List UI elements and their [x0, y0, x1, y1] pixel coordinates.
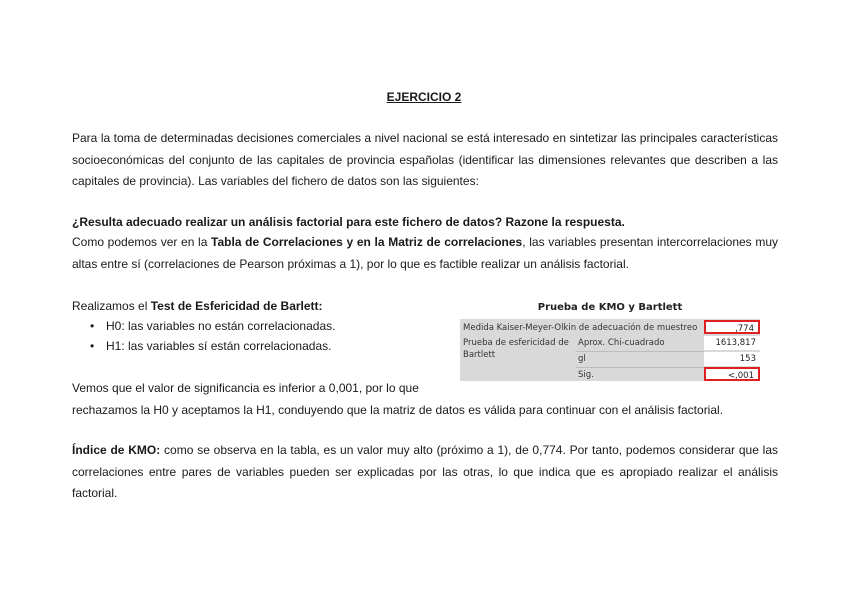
answer-paragraph [72, 232, 778, 275]
kmo-table-figure [460, 302, 760, 381]
kmo-paragraph-bold: Índice de KMO: [72, 443, 161, 457]
kmo-sub1-label: Aprox. Chi-cuadrado [578, 338, 665, 348]
barlett-intro-bold: Test de Esfericidad de Barlett: [150, 299, 323, 313]
barlett-intro [72, 296, 323, 316]
intro-paragraph: Para la toma de determinadas decisiones comerciales a nivel nacional se está interesado en sintetizar las principales características socioeconómicas del conjunto de las capitales de provincia españolas (identificar las dimensiones relevantes que describen a las capitales de provincia). Las variables del fichero de datos son las siguientes: [72, 131, 778, 188]
kmo-sub2-value: 153 [704, 352, 760, 366]
kmo-table-title: Prueba de KMO y Bartlett [537, 302, 683, 313]
barlett-conclusion-line2: rechazamos la H0 y aceptamos la H1, conduyendo que la matriz de datos es válida para continuar con el análisis factorial. [72, 403, 724, 417]
kmo-row1-value: ,774 [704, 320, 760, 334]
barlett-intro-text: Realizamos el [72, 299, 151, 313]
row-divider [576, 351, 704, 352]
answer-text-a: Como podemos ver en la [72, 235, 212, 249]
exercise-title: EJERCICIO 2 [386, 90, 462, 104]
kmo-paragraph-text: como se observa en la tabla, es un valor muy alto (próximo a 1), de 0,774. Por tanto, podemos considerar que las correlaciones entre pares de variables pueden ser explicadas por las otras, lo que indica que es apropiado realizar el análisis factorial. [72, 443, 778, 500]
kmo-paragraph [72, 440, 778, 505]
kmo-sub1-value: 1613,817 [704, 336, 760, 350]
answer-text-b: , las variables presentan intercorrelaciones muy altas entre sí (correlaciones de Pearson próximas a 1), por lo que es factible realizar un análisis factorial. [72, 235, 778, 271]
list-item: • H1: las variables sí están correlacionadas. [72, 336, 335, 356]
hypotheses-list [72, 316, 335, 356]
row-divider [576, 367, 704, 368]
barlett-conclusion-line1: Vemos que el valor de significancia es inferior a 0,001, por lo que [72, 381, 419, 395]
kmo-table [460, 319, 760, 381]
kmo-sub3-label: Sig. [578, 370, 594, 380]
kmo-sub2-label: gl [578, 354, 586, 364]
kmo-row2-label: Prueba de esfericidad de Bartlett [463, 338, 569, 360]
question-text: ¿Resulta adecuado realizar un análisis factorial para este fichero de datos? Razone la respuesta. [72, 215, 625, 229]
list-item: • H0: las variables no están correlacionadas. [72, 316, 335, 336]
answer-text-bold: Tabla de Correlaciones y en la Matriz de correlaciones [211, 235, 523, 249]
kmo-sub3-value: <,001 [704, 367, 760, 381]
kmo-row1-label: Medida Kaiser-Meyer-Olkin de adecuación de muestreo [463, 323, 698, 333]
